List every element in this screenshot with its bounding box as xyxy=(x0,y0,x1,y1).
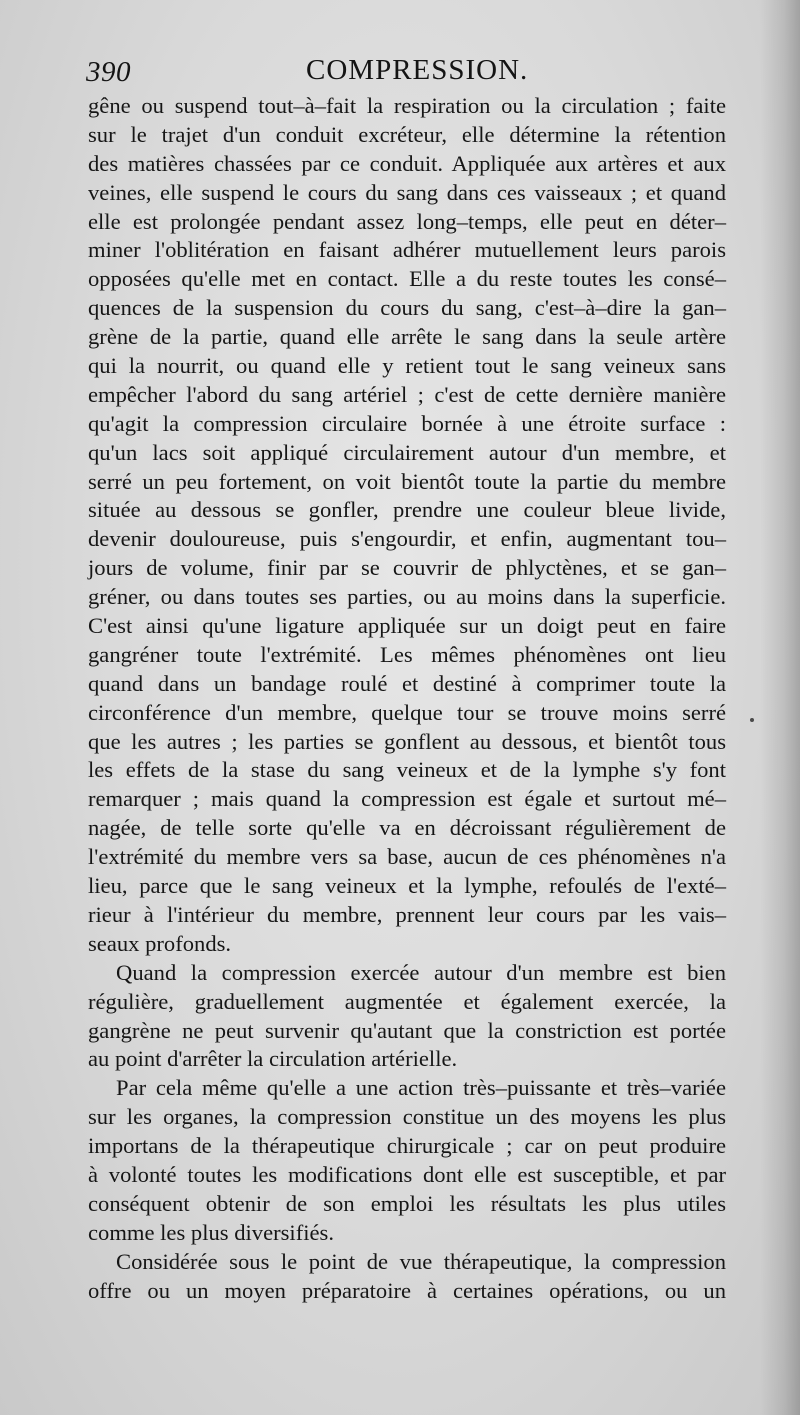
text-line: régulière, graduellement augmentée et également exercée, la xyxy=(88,988,726,1014)
text-line: sur les organes, la compression constitue un des moyens les plus xyxy=(88,1104,726,1130)
text-line: sur le trajet d'un conduit excréteur, elle détermine la rétention xyxy=(88,121,726,147)
text-line: empêcher l'abord du sang artériel ; c'est de cette dernière manière xyxy=(88,381,726,407)
page-number: 390 xyxy=(86,56,131,88)
text-line: rieur à l'intérieur du membre, prennent leur cours par les vais– xyxy=(88,901,726,927)
text-line: quand dans un bandage roulé et destiné à comprimer toute la xyxy=(88,670,726,696)
text-line: elle est prolongée pendant assez long–temps, elle peut en déter– xyxy=(88,208,726,234)
text-line: serré un peu fortement, on voit bientôt toute la partie du membre xyxy=(88,468,726,494)
text-line: gangréner toute l'extrémité. Les mêmes phénomènes ont lieu xyxy=(88,641,726,667)
text-line: qu'un lacs soit appliqué circulairement autour d'un membre, et xyxy=(88,439,726,465)
text-line: gangrène ne peut survenir qu'autant que la constriction est portée xyxy=(88,1017,726,1043)
text-line: importans de la thérapeutique chirurgicale ; car on peut produire xyxy=(88,1133,726,1159)
text-line: jours de volume, finir par se couvrir de phlyctènes, et se gan– xyxy=(88,555,726,581)
text-line: lieu, parce que le sang veineux et la lymphe, refoulés de l'exté– xyxy=(88,873,726,899)
running-head: COMPRESSION. xyxy=(306,54,529,86)
paragraph-start-line: Par cela même qu'elle a une action très–puissante et très–variée xyxy=(116,1075,726,1101)
text-line: gréner, ou dans toutes ses parties, ou au moins dans la superficie. xyxy=(88,584,726,610)
text-line: conséquent obtenir de son emploi les résultats les plus utiles xyxy=(88,1190,726,1216)
text-line: qu'agit la compression circulaire bornée à une étroite surface : xyxy=(88,410,726,436)
text-line: grène de la partie, quand elle arrête le sang dans la seule artère xyxy=(88,324,726,350)
text-line: remarquer ; mais quand la compression est égale et surtout mé– xyxy=(88,786,726,812)
text-line: les effets de la stase du sang veineux et de la lymphe s'y font xyxy=(88,757,726,783)
page-edge-shadow xyxy=(760,0,800,1415)
paragraph-start-line: Considérée sous le point de vue thérapeutique, la compression xyxy=(116,1248,726,1274)
ink-speck xyxy=(750,718,754,722)
body-text xyxy=(88,92,726,1305)
text-line: à volonté toutes les modifications dont elle est susceptible, et par xyxy=(88,1161,726,1187)
text-line: offre ou un moyen préparatoire à certaines opérations, ou un xyxy=(88,1277,726,1303)
text-line: miner l'oblitération en faisant adhérer mutuellement leurs parois xyxy=(88,237,726,263)
text-line: située au dessous se gonfler, prendre une couleur bleue livide, xyxy=(88,497,726,523)
text-line: devenir douloureuse, puis s'engourdir, et enfin, augmentant tou– xyxy=(88,526,726,552)
text-line: gêne ou suspend tout–à–fait la respiration ou la circulation ; faite xyxy=(88,93,726,118)
text-line: que les autres ; les parties se gonflent au dessous, et bientôt tous xyxy=(88,728,726,754)
text-line: nagée, de telle sorte qu'elle va en décroissant régulièrement de xyxy=(88,815,726,841)
text-line: opposées qu'elle met en contact. Elle a du reste toutes les consé– xyxy=(88,266,726,292)
paragraph-start-line: Quand la compression exercée autour d'un membre est bien xyxy=(116,959,726,985)
page-header xyxy=(86,52,726,92)
text-line: l'extrémité du membre vers sa base, aucun de ces phénomènes n'a xyxy=(88,844,726,870)
text-line: circonférence d'un membre, quelque tour se trouve moins serré xyxy=(88,699,726,725)
text-line: au point d'arrêter la circulation artérielle. xyxy=(88,1046,458,1072)
text-line: des matières chassées par ce conduit. Appliquée aux artères et aux xyxy=(88,150,726,176)
text-line: comme les plus diversifiés. xyxy=(88,1219,334,1245)
text-line: seaux profonds. xyxy=(88,930,232,956)
text-line: C'est ainsi qu'une ligature appliquée sur un doigt peut en faire xyxy=(88,613,726,639)
text-line: quences de la suspension du cours du sang, c'est–à–dire la gan– xyxy=(88,295,726,321)
text-line: qui la nourrit, ou quand elle y retient tout le sang veineux sans xyxy=(88,353,726,379)
text-line: veines, elle suspend le cours du sang dans ces vaisseaux ; et quand xyxy=(88,179,726,205)
